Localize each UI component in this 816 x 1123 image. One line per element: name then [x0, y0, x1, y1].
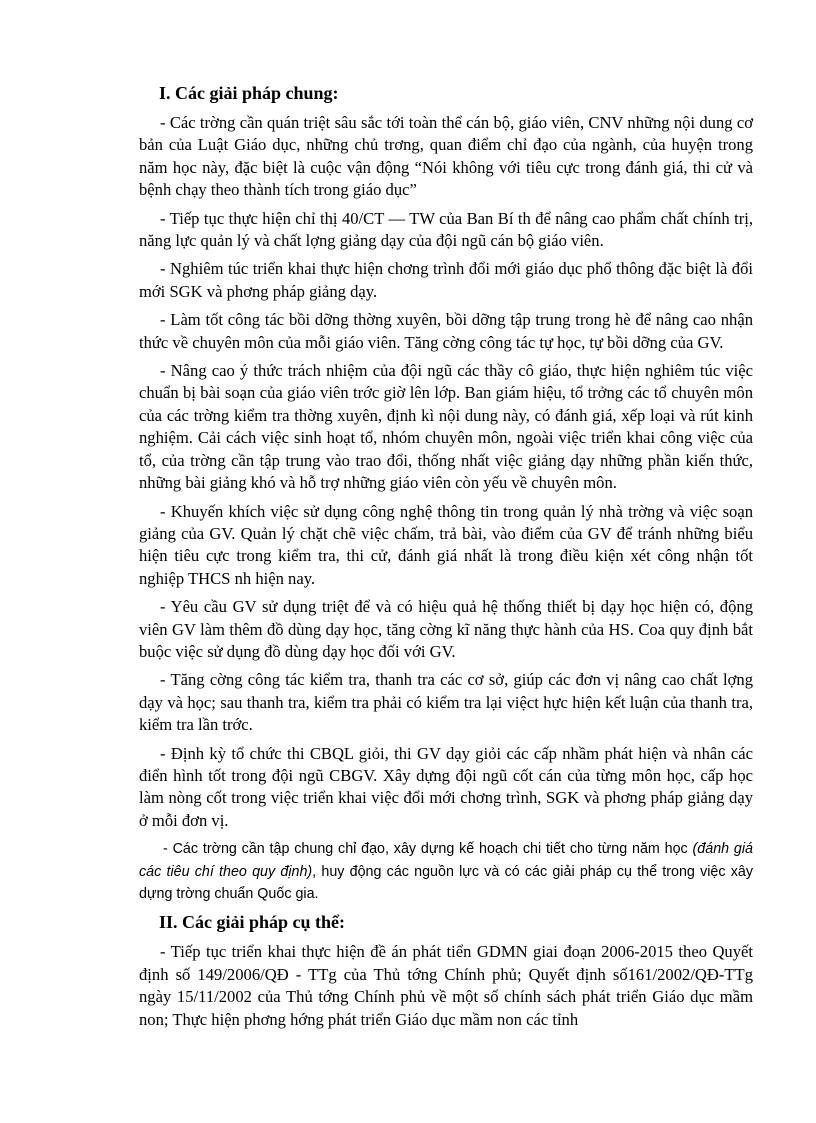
paragraph-9: - Định kỳ tổ chức thi CBQL giỏi, thi GV dạy giỏi các cấp nhầm phát hiện và nhân các điển hình tốt trong đội ngũ CBGV. Xây dựng đội ngũ cốt cán của từng môn học, cấp học làm nòng cốt trong việc triển khai việc đổi mới chơng trình, SGK và phơng pháp giảng dạy ở mỗi đơn vị. [139, 743, 753, 830]
paragraph-8: - Tăng cờng công tác kiểm tra, thanh tra các cơ sở, giúp các đơn vị nâng cao chất lợng dạy và học; sau thanh tra, kiểm tra phải có kiểm tra lại việct hực hiện kết luận của thanh tra, kiểm tra lần trớc. [139, 670, 753, 735]
paragraph-1: - Các trờng cần quán triệt sâu sắc tới toàn thể cán bộ, giáo viên, CNV những nội dung cơ bản của Luật Giáo dục, những chủ trơng, quan điểm chỉ đạo của ngành, của huyện trong năm học này, đặc biệt là cuộc vận động “Nói không với tiêu cực trong đánh giá, thi cử và bệnh chạy theo thành tích trong giáo dục” [139, 113, 753, 200]
paragraph-7: - Yêu cầu GV sử dụng triệt để và có hiệu quả hệ thống thiết bị dạy học hiện có, động viên GV làm thêm đồ dùng dạy học, tăng cờng kĩ năng thực hành của HS. Coa quy định bắt buộc việc sử dụng đồ dùng dạy học đối với GV. [139, 597, 753, 661]
paragraph-6: - Khuyến khích việc sử dụng công nghệ thông tin trong quản lý nhà trờng và việc soạn giảng của GV. Quản lý chặt chẽ việc chấm, trả bài, vào điểm của GV để tránh những biểu hiện tiêu cực trong kiểm tra, thi cử, đánh giá nhất là trong điều kiện xét công nhận tốt nghiệp THCS nh hiện nay. [139, 501, 753, 588]
paragraph-10-start: - Các trờng cần tập chung chỉ đạo, xây dựng kế hoạch chi tiết cho từng năm học [163, 841, 693, 858]
paragraph-10-end: , huy động các nguồn lực và có các giải pháp cụ thể trong việc xây dựng trờng chuẩn Quốc gia. [139, 863, 753, 902]
paragraph-4: - Làm tốt công tác bồi dỡng thờng xuyên, bồi dỡng tập trung trong hè để nâng cao nhận thức về chuyên môn của mỗi giáo viên. Tăng cờng công tác tự học, tự bồi dỡng của GV. [139, 310, 753, 352]
document-page [139, 82, 753, 1037]
paragraph-10-italic: (đánh giá các tiêu chí theo quy định) [139, 841, 754, 880]
section-heading-specific: II. Các giải pháp cụ thể: [159, 912, 346, 933]
paragraph-5: - Nâng cao ý thức trách nhiệm của đội ngũ các thầy cô giáo, thực hiện nghiêm túc việc chuẩn bị bài soạn của giáo viên trớc giờ lên lớp. Ban giám hiệu, tổ trởng các tổ chuyên môn của các trờng kiểm tra thờng xuyên, định kì nội dung này, có đánh giá, xếp loại và rút kinh nghiệm. Cải cách việc sinh hoạt tổ, nhóm chuyên môn, ngoài việc triển khai công việc của tổ, của trờng cần tập trung vào trao đổi, thống nhất việc giảng dạy những phần kiến thức, những bài giảng khó và hỗ trợ những giáo viên còn yếu về chuyên môn. [139, 361, 753, 493]
paragraph-10 [139, 838, 753, 905]
paragraph-11: - Tiếp tục triển khai thực hiện đề án phát tiển GDMN giai đoạn 2006-2015 theo Quyết định số 149/2006/QĐ - TTg của Thủ tớng Chính phủ; Quyết định số161/2002/QĐ-TTg ngày 15/11/2002 của Thủ tớng Chính phủ về một số chính sách phát triển Giáo dục mầm non; Thực hiện phơng hớng phát triển Giáo dục mầm non các tỉnh [139, 942, 753, 1029]
paragraph-2: - Tiếp tục thực hiện chỉ thị 40/CT — TW của Ban Bí th để nâng cao phẩm chất chính trị, năng lực quản lý và chất lợng giảng dạy của đội ngũ cán bộ giáo viên. [139, 208, 753, 251]
paragraph-3: - Nghiêm túc triển khai thực hiện chơng trình đổi mới giáo dục phổ thông đặc biệt là đổi mới SGK và phơng pháp giảng dạy. [139, 259, 753, 301]
section-heading-general: I. Các giải pháp chung: [159, 83, 339, 103]
